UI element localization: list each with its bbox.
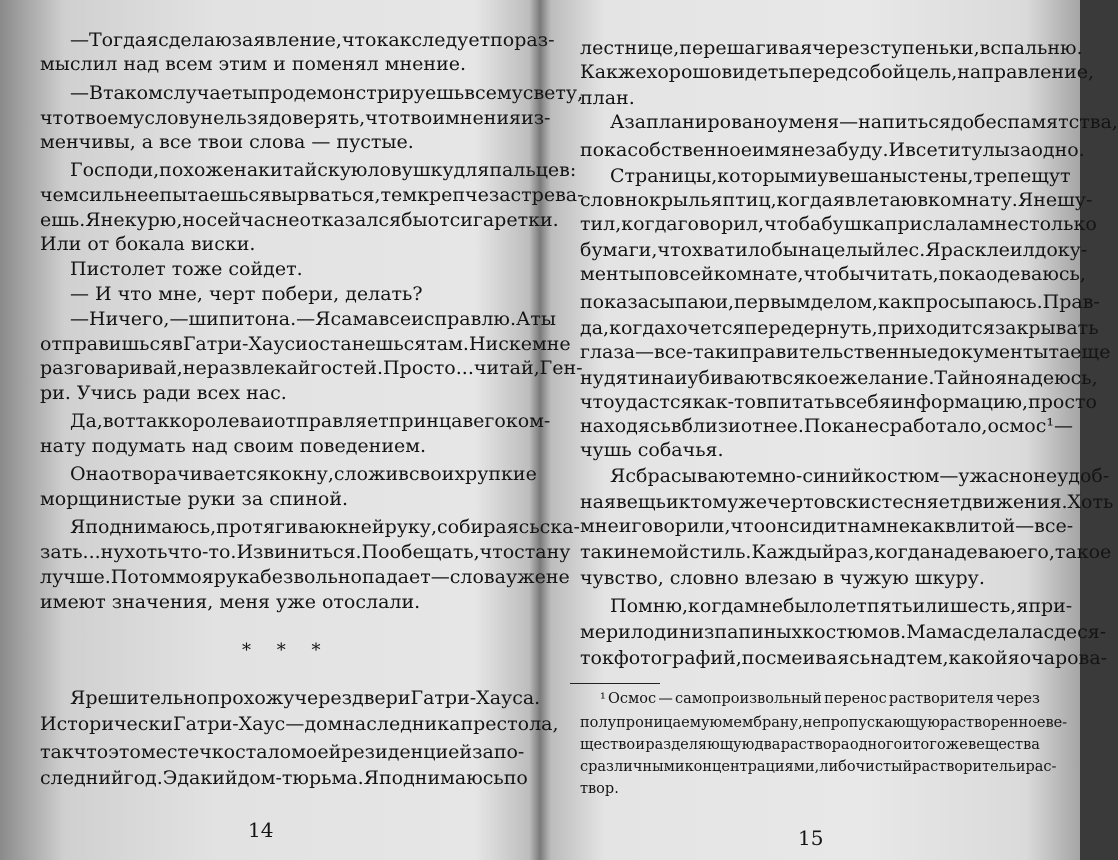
text-line: лучше. Потом моя рука безвольно падает — слова уже не bbox=[40, 566, 570, 588]
footnote-rule bbox=[570, 683, 660, 684]
text-line: тил, когда говорил, что бабушка прислала мне столько bbox=[580, 213, 1097, 235]
text-line: — И что мне, черт побери, делать? bbox=[70, 283, 423, 305]
text-line: словно крылья птиц, когда я влетаю в комнату. Я не шу- bbox=[580, 189, 1093, 211]
text-line: Господи, похоже на китайскую ловушку для пальцев: bbox=[70, 159, 577, 181]
text-line: отправишься в Гатри-Хаус и останешься там. Ни с кем не bbox=[40, 333, 571, 355]
text-line: ток фотографий, посмеиваясь над тем, какой я очарова- bbox=[580, 647, 1108, 669]
text-line: что твоему слову нельзя доверять, что твои мнения из- bbox=[40, 107, 551, 129]
text-line: да, когда хочется передернуть, приходится закрывать bbox=[580, 317, 1099, 339]
text-line: менчивы, а все твои слова — пустые. bbox=[40, 131, 414, 153]
footnote-line: ¹ Осмос — самопроизвольный перенос растворителя через bbox=[600, 691, 1040, 707]
text-line: — Ничего, — шипит она. — Я сама все исправлю. А ты bbox=[70, 308, 557, 330]
text-line: таки не мой стиль. Каждый раз, когда надеваю его, такое bbox=[580, 541, 1112, 563]
text-line: лестнице, перешагивая через ступеньки, в спальню. bbox=[580, 37, 1083, 59]
text-line: пока собственное имя не забуду. И все титулы заодно. bbox=[580, 139, 1085, 161]
footnote-line: полупроницаемую мембрану, не пропускающую растворенное ве- bbox=[580, 715, 1068, 731]
text-line: ешь. Я не курю, но сейчас не отказался бы от сигаретки. bbox=[40, 209, 559, 231]
page-number: 14 bbox=[248, 818, 274, 842]
text-line: имеют значения, меня уже отослали. bbox=[40, 591, 421, 613]
text-line: Я решительно прохожу через двери Гатри-Хауса. bbox=[70, 687, 541, 709]
text-line: мыслил над всем этим и поменял мнение. bbox=[40, 53, 467, 75]
text-line: ри. Учись ради всех нас. bbox=[40, 382, 287, 404]
text-line: Пистолет тоже сойдет. bbox=[70, 258, 303, 280]
right-page bbox=[540, 0, 1118, 860]
text-line: следний год. Эдакий дом-тюрьма. Я поднимаюсь по bbox=[40, 767, 528, 789]
text-line: что удастся как-то впитать в себя информацию, просто bbox=[580, 391, 1097, 413]
text-line: менты по всей комнате, чтобы читать, пока одеваюсь, bbox=[580, 263, 1086, 285]
text-line: ная вещь и к тому же чертовски стесняет движения. Хоть bbox=[580, 491, 1114, 513]
text-line: Я сбрасываю темно-синий костюм — ужасно неудоб- bbox=[610, 465, 1110, 487]
text-line: Исторически Гатри-Хаус — дом наследника престола, bbox=[40, 713, 559, 735]
text-line: мерил один из папиных костюмов. Мама сделала с деся- bbox=[580, 621, 1107, 643]
text-line: план. bbox=[580, 87, 635, 109]
text-line: Помню, когда мне было лет пять или шесть, я при- bbox=[610, 595, 1073, 617]
text-line: пока засыпаю и, первым делом, как просыпаюсь. Прав- bbox=[580, 291, 1100, 313]
text-line: — В таком случае ты продемонстрируешь всему свету, bbox=[70, 82, 584, 104]
text-line: зать... ну хоть что-то. Извиниться. Пообещать, что стану bbox=[40, 541, 571, 563]
text-line: Она отворачивается к окну, сложив свои хрупкие bbox=[70, 463, 537, 485]
footnote-line: с различными концентрациями, либо чистый растворитель и рас- bbox=[580, 759, 1057, 775]
text-line: нудятина и убивают всякое желание. Тайно я надеюсь, bbox=[580, 367, 1098, 389]
text-line: Я поднимаюсь, протягиваю к ней руку, собираясь ска- bbox=[70, 516, 580, 538]
text-line: чувство, словно влезаю в чужую шкуру. bbox=[580, 567, 985, 589]
text-line: чем сильнее пытаешься вырваться, тем крепче застрева- bbox=[40, 184, 584, 206]
text-line: глаза — все-таки правительственные документы та еще bbox=[580, 341, 1111, 363]
text-line: мне и говорили, что он сидит на мне как влитой — все- bbox=[580, 515, 1074, 537]
text-line: Или от бокала виски. bbox=[40, 233, 256, 255]
text-line: так что это местечко стало моей резиденцией за по- bbox=[40, 741, 525, 763]
text-line: — Тогда я сделаю заявление, что как следует пораз- bbox=[70, 29, 555, 51]
footnote-line: щество и разделяющую два раствора одного и того же вещества bbox=[580, 737, 1040, 753]
text-line: морщинистые руки за спиной. bbox=[40, 488, 349, 510]
text-line: нату подумать над своим поведением. bbox=[40, 435, 427, 457]
section-separator: * * * bbox=[242, 640, 331, 661]
text-line: бумаги, что хватило бы на целый лес. Я расклеил доку- bbox=[580, 239, 1088, 261]
text-line: находясь вблизи от нее. Пока не сработало, осмос¹ — bbox=[580, 415, 1073, 437]
text-line: Страницы, которыми увешаны стены, трепещут bbox=[610, 165, 1071, 187]
page-number: 15 bbox=[798, 826, 824, 850]
text-line: Да, вот так королева и отправляет принца в его ком- bbox=[70, 410, 551, 432]
footnote-line: твор. bbox=[580, 781, 619, 797]
text-line: разговаривай, не развлекай гостей. Просто... читай, Ген- bbox=[40, 357, 583, 379]
text-line: чушь собачья. bbox=[580, 439, 724, 461]
text-line: Как же хорошо видеть перед собой цель, направление, bbox=[580, 61, 1095, 83]
text-line: А запланировано у меня — напиться до беспамятства, bbox=[610, 111, 1118, 133]
